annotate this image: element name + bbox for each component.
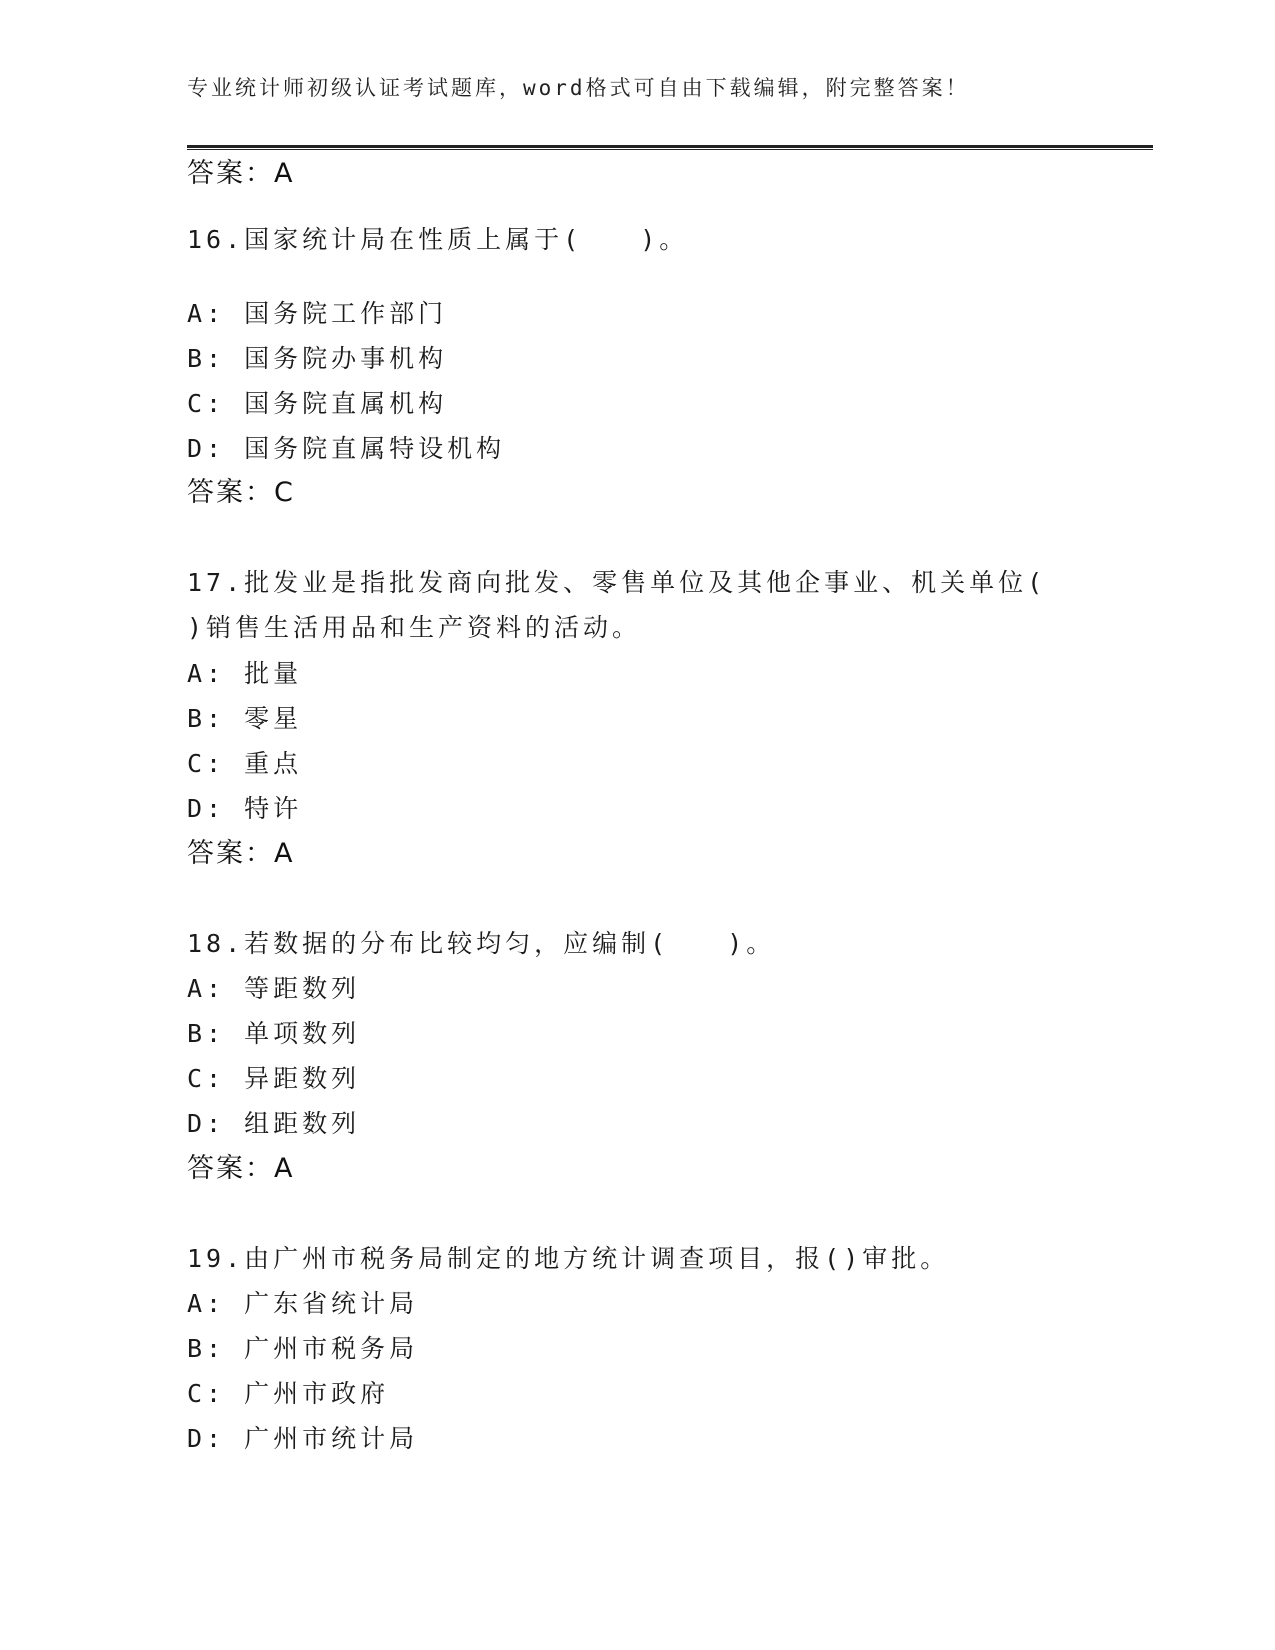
- question-16-option-d: D: 国务院直属特设机构: [187, 434, 506, 463]
- question-18-option-d: D: 组距数列: [187, 1109, 361, 1138]
- question-19-option-d: D: 广州市统计局: [187, 1424, 419, 1453]
- question-17-option-b: B: 零星: [187, 704, 303, 733]
- question-18-stem: 18.若数据的分布比较均匀，应编制( )。: [187, 929, 776, 958]
- question-17-stem-line2: )销售生活用品和生产资料的活动。: [187, 613, 642, 642]
- question-18-option-c: C: 异距数列: [187, 1064, 361, 1093]
- question-16-option-b: B: 国务院办事机构: [187, 344, 448, 373]
- question-19-option-b: B: 广州市税务局: [187, 1334, 419, 1363]
- question-16-option-c: C: 国务院直属机构: [187, 389, 448, 418]
- page-header: 专业统计师初级认证考试题库，word格式可自由下载编辑，附完整答案！: [187, 76, 970, 100]
- question-17-option-d: D: 特许: [187, 794, 303, 823]
- question-19-stem: 19.由广州市税务局制定的地方统计调查项目，报()审批。: [187, 1244, 950, 1273]
- answer-q15: 答案：A: [187, 158, 295, 189]
- question-18-option-b: B: 单项数列: [187, 1019, 361, 1048]
- answer-q16: 答案：C: [187, 477, 295, 508]
- answer-q17: 答案：A: [187, 838, 295, 869]
- question-18-option-a: A: 等距数列: [187, 974, 361, 1003]
- answer-q18: 答案：A: [187, 1153, 295, 1184]
- question-16-option-a: A: 国务院工作部门: [187, 299, 448, 328]
- header-divider: [187, 145, 1153, 150]
- question-17-stem-line1: 17.批发业是指批发商向批发、零售单位及其他企事业、机关单位(: [187, 568, 1047, 597]
- question-19-option-c: C: 广州市政府: [187, 1379, 390, 1408]
- question-17-option-a: A: 批量: [187, 659, 303, 688]
- question-19-option-a: A: 广东省统计局: [187, 1289, 419, 1318]
- question-17-option-c: C: 重点: [187, 749, 303, 778]
- question-16-stem: 16.国家统计局在性质上属于( )。: [187, 225, 689, 254]
